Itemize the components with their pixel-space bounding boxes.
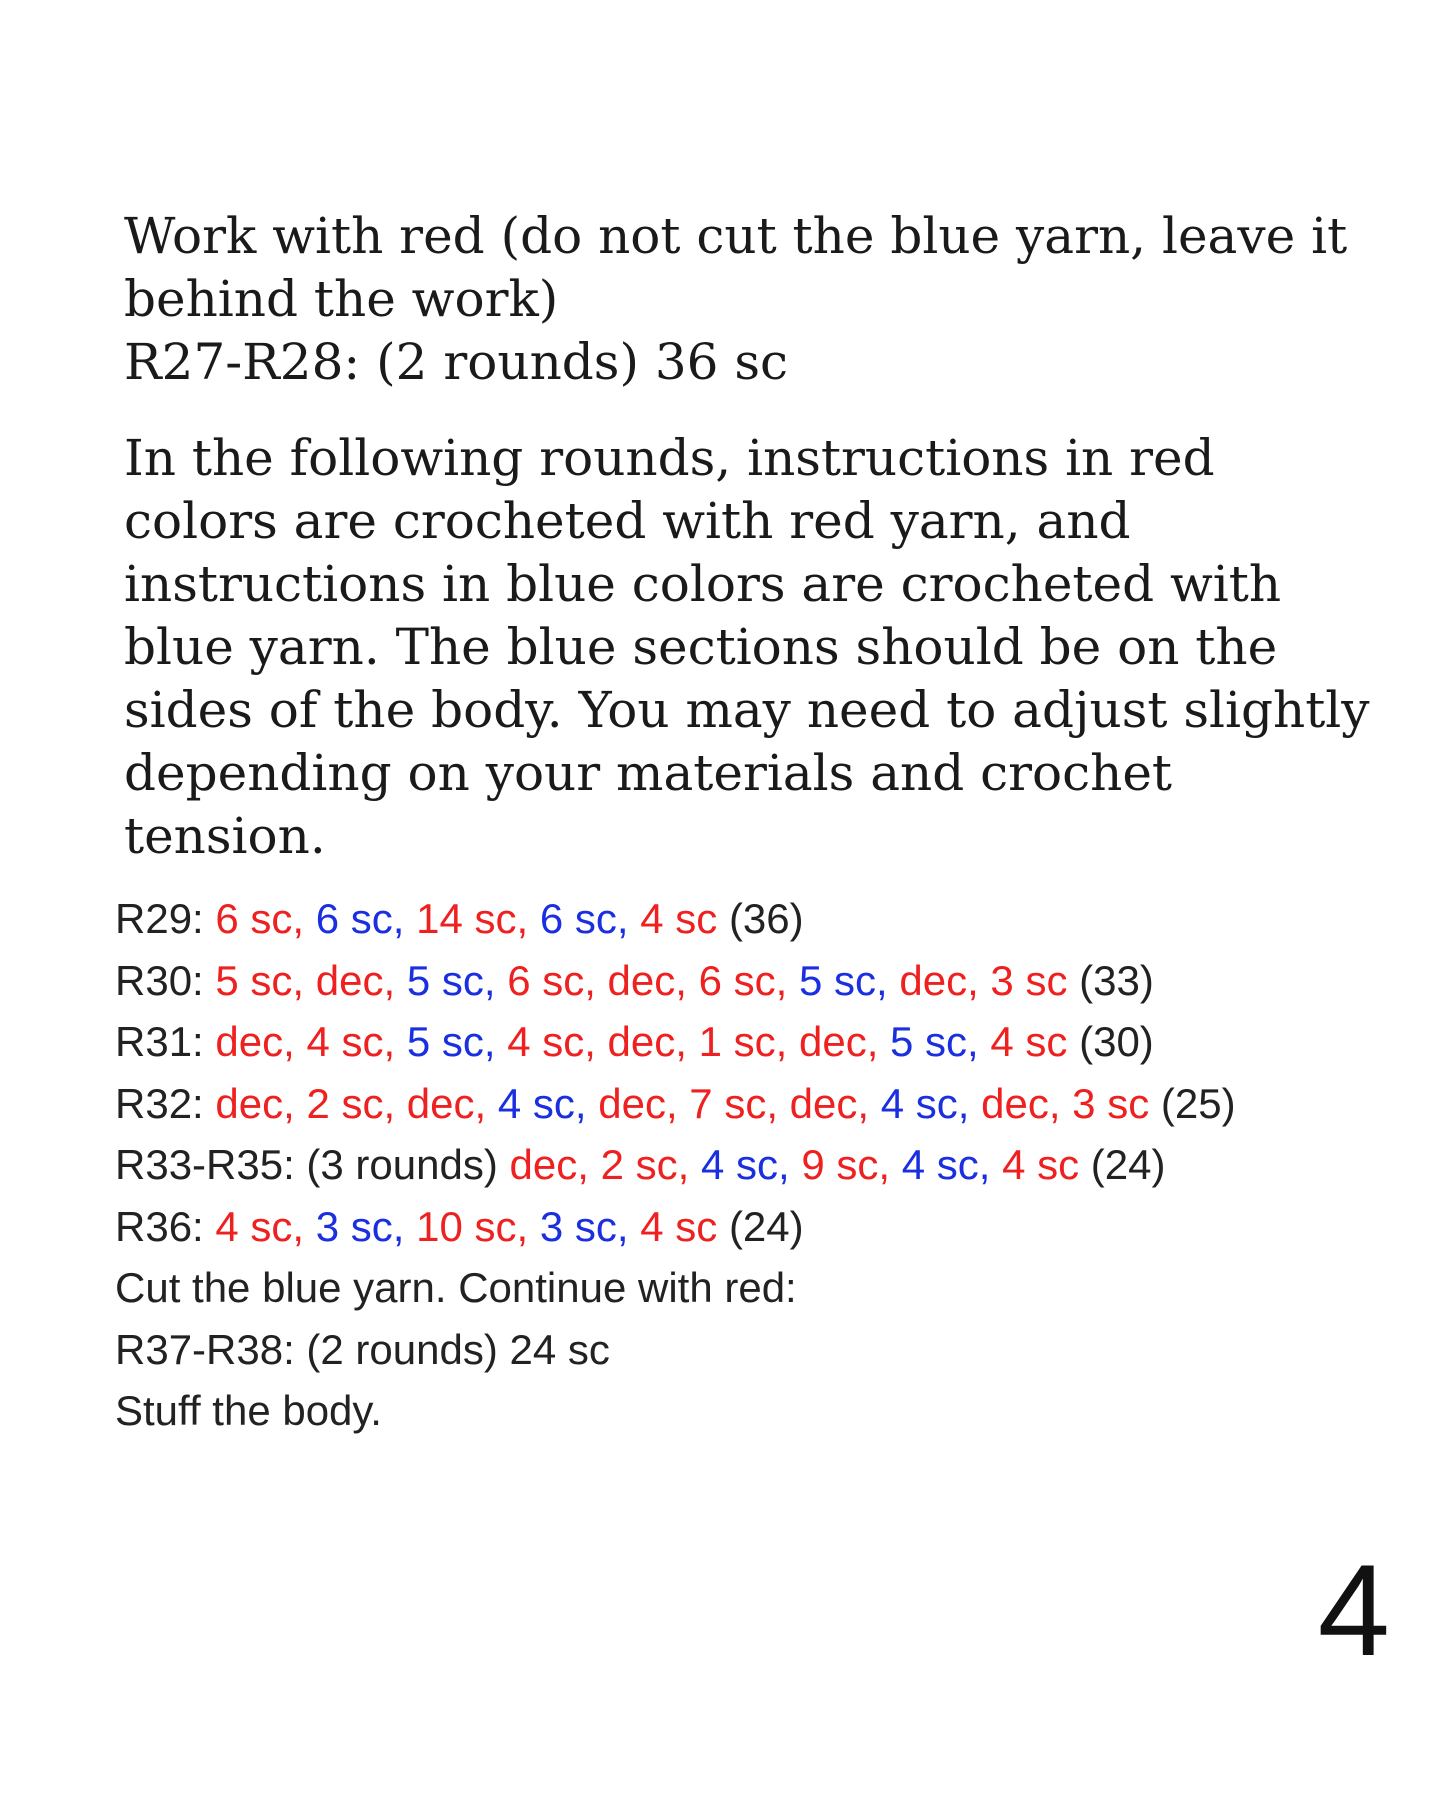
round-segment: 6 sc,: [539, 895, 641, 942]
cut-blue-yarn-instruction: Cut the blue yarn. Continue with red:: [115, 1264, 797, 1311]
round-segment: 4 sc,: [700, 1141, 802, 1188]
round-segment: (25): [1149, 1079, 1236, 1127]
round-segment: 14 sc,: [416, 895, 540, 942]
round-segment: 4 sc,: [880, 1079, 982, 1127]
round-segment: 6 sc, dec, 6 sc,: [507, 956, 799, 1004]
round-segment: R29:: [115, 895, 216, 942]
color-explanation-section: [124, 427, 1374, 868]
round-segment: 5 sc,: [890, 1018, 991, 1065]
round-segment: dec, 2 sc,: [509, 1141, 701, 1188]
round-segment: R32:: [115, 1079, 216, 1127]
round-line: [115, 1134, 1365, 1196]
round-segment: 5 sc,: [406, 1018, 508, 1065]
round-line: [115, 1011, 1365, 1073]
round-segment: 5 sc,: [406, 956, 508, 1004]
round-segment: 4 sc: [640, 895, 718, 942]
round-segment: 6 sc,: [215, 895, 316, 942]
rounds-list: [115, 888, 1365, 1442]
round-segment: 6 sc,: [315, 895, 417, 942]
round-segment: dec, 3 sc: [899, 956, 1068, 1004]
intro-round-r27-r28: R27-R28: (2 rounds) 36 sc: [124, 333, 789, 391]
round-segment: 4 sc,: [901, 1141, 1003, 1188]
round-segment: 3 sc,: [539, 1202, 641, 1250]
color-explanation-text: In the following rounds, instructions in red colors are crocheted with red yarn, and instructions in blue colors are crocheted with blue yarn. The blue sections should be on the sides of the body. You may need to adjust slightly depending on your materials and crochet tension.: [124, 429, 1370, 865]
round-line: [115, 1196, 1365, 1258]
page-number: 4: [1317, 1537, 1390, 1683]
intro-section: [124, 205, 1374, 394]
round-r37-r38: R37-R38: (2 rounds) 24 sc: [115, 1325, 610, 1373]
round-segment: (24): [1079, 1141, 1166, 1188]
round-segment: 4 sc: [1002, 1141, 1080, 1188]
round-line: [115, 1380, 1365, 1442]
round-segment: (24): [717, 1202, 804, 1250]
round-segment: dec, 2 sc, dec,: [215, 1079, 498, 1127]
round-segment: dec, 4 sc,: [215, 1018, 407, 1065]
round-segment: (36): [717, 895, 804, 942]
intro-instruction: Work with red (do not cut the blue yarn, leave it behind the work): [124, 207, 1348, 328]
round-line: [115, 1319, 1365, 1381]
round-segment: 3 sc,: [315, 1202, 417, 1250]
round-segment: 4 sc: [990, 1018, 1068, 1065]
round-segment: 5 sc,: [798, 956, 900, 1004]
round-segment: (30): [1067, 1018, 1154, 1065]
round-segment: dec, 7 sc, dec,: [598, 1079, 881, 1127]
round-line: [115, 1257, 1365, 1319]
round-segment: 4 sc: [640, 1202, 718, 1250]
round-line: [115, 1073, 1365, 1135]
round-segment: 4 sc,: [215, 1202, 316, 1250]
round-segment: R30:: [115, 956, 216, 1004]
round-segment: 10 sc,: [416, 1202, 540, 1250]
round-segment: 9 sc,: [801, 1141, 902, 1188]
round-segment: R36:: [115, 1202, 216, 1250]
round-segment: 4 sc, dec, 1 sc, dec,: [507, 1018, 891, 1065]
round-segment: (33): [1067, 956, 1154, 1004]
round-segment: dec, 3 sc: [981, 1079, 1150, 1127]
round-segment: R33-R35: (3 rounds): [115, 1141, 510, 1188]
round-segment: 5 sc, dec,: [215, 956, 407, 1004]
round-segment: R31:: [115, 1018, 216, 1065]
round-line: [115, 888, 1365, 950]
stuff-body-instruction: Stuff the body.: [115, 1387, 382, 1434]
round-line: [115, 950, 1365, 1012]
round-segment: 4 sc,: [497, 1079, 599, 1127]
